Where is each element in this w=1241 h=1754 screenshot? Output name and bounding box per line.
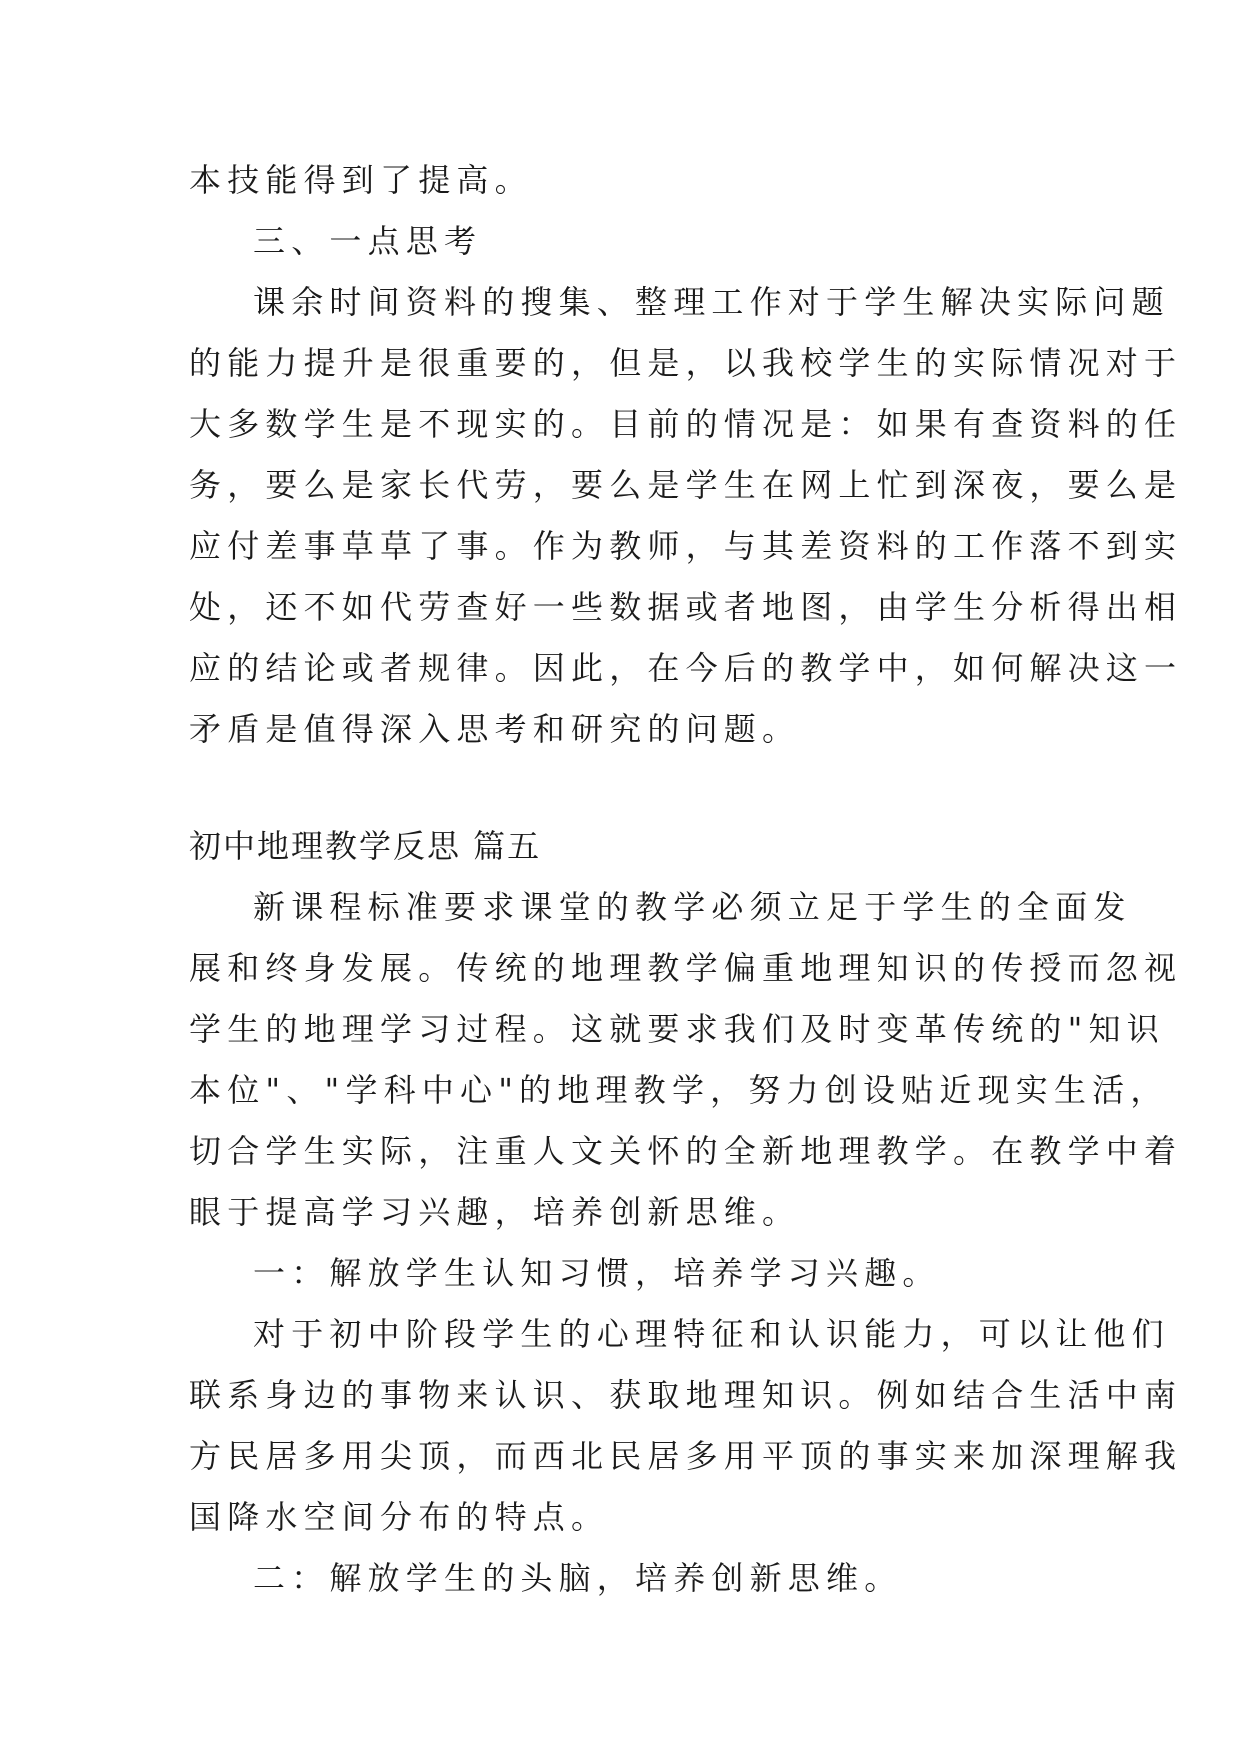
paragraph-line: 处，还不如代劳查好一些数据或者地图，由学生分析得出相: [189, 588, 1183, 626]
paragraph-line: 国降水空间分布的特点。: [189, 1498, 610, 1536]
paragraph-line: 务，要么是家长代劳，要么是学生在网上忙到深夜，要么是: [189, 466, 1183, 504]
paragraph-line: 应的结论或者规律。因此，在今后的教学中，如何解决这一: [189, 649, 1183, 687]
paragraph-line: 本技能得到了提高。: [189, 161, 533, 199]
paragraph-line: 切合学生实际，注重人文关怀的全新地理教学。在教学中着: [189, 1132, 1183, 1170]
paragraph-line: 本位"、"学科中心"的地理教学，努力创设贴近现实生活，: [189, 1071, 1169, 1109]
subheading-two: 二：解放学生的头脑，培养创新思维。: [253, 1559, 903, 1597]
paragraph-line: 学生的地理学习过程。这就要求我们及时变革传统的"知识: [189, 1010, 1165, 1048]
paragraph-line: 眼于提高学习兴趣，培养创新思维。: [189, 1193, 801, 1231]
paragraph-line: 应付差事草草了事。作为教师，与其差资料的工作落不到实: [189, 527, 1183, 565]
paragraph-line: 展和终身发展。传统的地理教学偏重地理知识的传授而忽视: [189, 949, 1183, 987]
subheading-one: 一：解放学生认知习惯，培养学习兴趣。: [253, 1254, 941, 1292]
paragraph-line: 大多数学生是不现实的。目前的情况是：如果有查资料的任: [189, 405, 1183, 443]
paragraph-line: 方民居多用尖顶，而西北民居多用平顶的事实来加深理解我: [189, 1437, 1183, 1475]
paragraph-line: 矛盾是值得深入思考和研究的问题。: [189, 710, 801, 748]
paragraph-line: 联系身边的事物来认识、获取地理知识。例如结合生活中南: [189, 1376, 1183, 1414]
document-page: [189, 150, 1183, 1609]
section-title: 初中地理教学反思 篇五: [189, 827, 542, 865]
paragraph-line: 的能力提升是很重要的，但是，以我校学生的实际情况对于: [189, 344, 1183, 382]
paragraph-line: 课余时间资料的搜集、整理工作对于学生解决实际问题: [253, 283, 1170, 321]
section-gap: [189, 760, 1057, 816]
paragraph-line: 新课程标准要求课堂的教学必须立足于学生的全面发: [253, 888, 1132, 926]
paragraph-line: 对于初中阶段学生的心理特征和认识能力，可以让他们: [253, 1315, 1170, 1353]
section-heading-reflection: 三、一点思考: [253, 222, 483, 260]
